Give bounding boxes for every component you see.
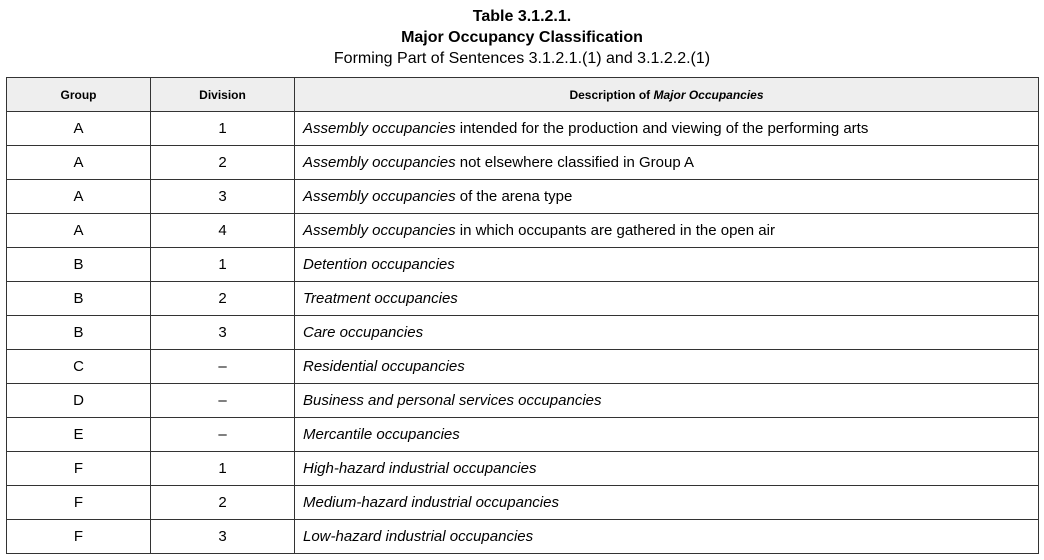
table-caption bbox=[0, 0, 1044, 70]
division-cell: 1 bbox=[151, 112, 295, 146]
group-cell: F bbox=[7, 520, 151, 554]
division-cell: 4 bbox=[151, 214, 295, 248]
description-italic: Treatment occupancies bbox=[303, 290, 458, 307]
description-cell bbox=[295, 214, 1039, 248]
group-cell: A bbox=[7, 146, 151, 180]
occupancy-table bbox=[6, 77, 1039, 554]
table-row bbox=[7, 282, 1039, 316]
description-rest: not elsewhere classified in Group A bbox=[455, 154, 695, 171]
table-row bbox=[7, 112, 1039, 146]
group-cell: F bbox=[7, 452, 151, 486]
division-cell: 1 bbox=[151, 452, 295, 486]
description-cell bbox=[295, 146, 1039, 180]
description-rest: intended for the production and viewing of the performing arts bbox=[455, 120, 869, 137]
description-cell bbox=[295, 248, 1039, 282]
description-cell bbox=[295, 112, 1039, 146]
header-row bbox=[7, 78, 1039, 112]
table-row bbox=[7, 180, 1039, 214]
description-italic: Business and personal services occupancies bbox=[303, 392, 602, 409]
group-cell: B bbox=[7, 316, 151, 350]
table-row bbox=[7, 452, 1039, 486]
division-cell: 3 bbox=[151, 520, 295, 554]
division-cell: 3 bbox=[151, 180, 295, 214]
division-cell: 2 bbox=[151, 146, 295, 180]
description-cell bbox=[295, 486, 1039, 520]
group-cell: A bbox=[7, 180, 151, 214]
division-cell: – bbox=[151, 384, 295, 418]
description-cell bbox=[295, 384, 1039, 418]
header-description-prefix: Description of bbox=[569, 87, 654, 102]
table-row bbox=[7, 486, 1039, 520]
table-row bbox=[7, 214, 1039, 248]
description-cell bbox=[295, 316, 1039, 350]
header-description-italic: Major Occupancies bbox=[653, 87, 764, 102]
description-cell bbox=[295, 350, 1039, 384]
description-italic: Assembly occupancies bbox=[303, 120, 456, 137]
description-cell bbox=[295, 520, 1039, 554]
table-row bbox=[7, 384, 1039, 418]
table-row bbox=[7, 146, 1039, 180]
description-italic: Detention occupancies bbox=[303, 256, 455, 273]
division-cell: 1 bbox=[151, 248, 295, 282]
table-row bbox=[7, 248, 1039, 282]
group-cell: A bbox=[7, 112, 151, 146]
group-cell: B bbox=[7, 248, 151, 282]
description-rest: in which occupants are gathered in the open air bbox=[455, 222, 775, 239]
description-cell bbox=[295, 452, 1039, 486]
description-cell bbox=[295, 418, 1039, 452]
table-row bbox=[7, 350, 1039, 384]
division-cell: 2 bbox=[151, 486, 295, 520]
description-cell bbox=[295, 282, 1039, 316]
description-italic: Low-hazard industrial occupancies bbox=[303, 528, 534, 545]
description-italic: Assembly occupancies bbox=[303, 222, 456, 239]
description-italic: Assembly occupancies bbox=[303, 188, 456, 205]
table-row bbox=[7, 316, 1039, 350]
table-title: Major Occupancy Classification bbox=[401, 29, 643, 46]
header-group: Group bbox=[7, 78, 151, 112]
group-cell: B bbox=[7, 282, 151, 316]
description-italic: Residential occupancies bbox=[303, 358, 465, 375]
group-cell: D bbox=[7, 384, 151, 418]
description-italic: High-hazard industrial occupancies bbox=[303, 460, 537, 477]
group-cell: F bbox=[7, 486, 151, 520]
description-italic: Care occupancies bbox=[303, 324, 424, 341]
description-italic: Mercantile occupancies bbox=[303, 426, 460, 443]
description-italic: Medium-hazard industrial occupancies bbox=[303, 494, 559, 511]
header-description bbox=[295, 78, 1039, 112]
table-row bbox=[7, 418, 1039, 452]
division-cell: 2 bbox=[151, 282, 295, 316]
group-cell: A bbox=[7, 214, 151, 248]
division-cell: 3 bbox=[151, 316, 295, 350]
division-cell: – bbox=[151, 418, 295, 452]
description-rest: of the arena type bbox=[455, 188, 573, 205]
description-cell bbox=[295, 180, 1039, 214]
description-italic: Assembly occupancies bbox=[303, 154, 456, 171]
group-cell: C bbox=[7, 350, 151, 384]
table-number: Table 3.1.2.1. bbox=[472, 8, 572, 25]
table-row bbox=[7, 520, 1039, 554]
header-division: Division bbox=[151, 78, 295, 112]
division-cell: – bbox=[151, 350, 295, 384]
group-cell: E bbox=[7, 418, 151, 452]
table-subtitle: Forming Part of Sentences 3.1.2.1.(1) and 3.1.2.2.(1) bbox=[333, 50, 711, 67]
